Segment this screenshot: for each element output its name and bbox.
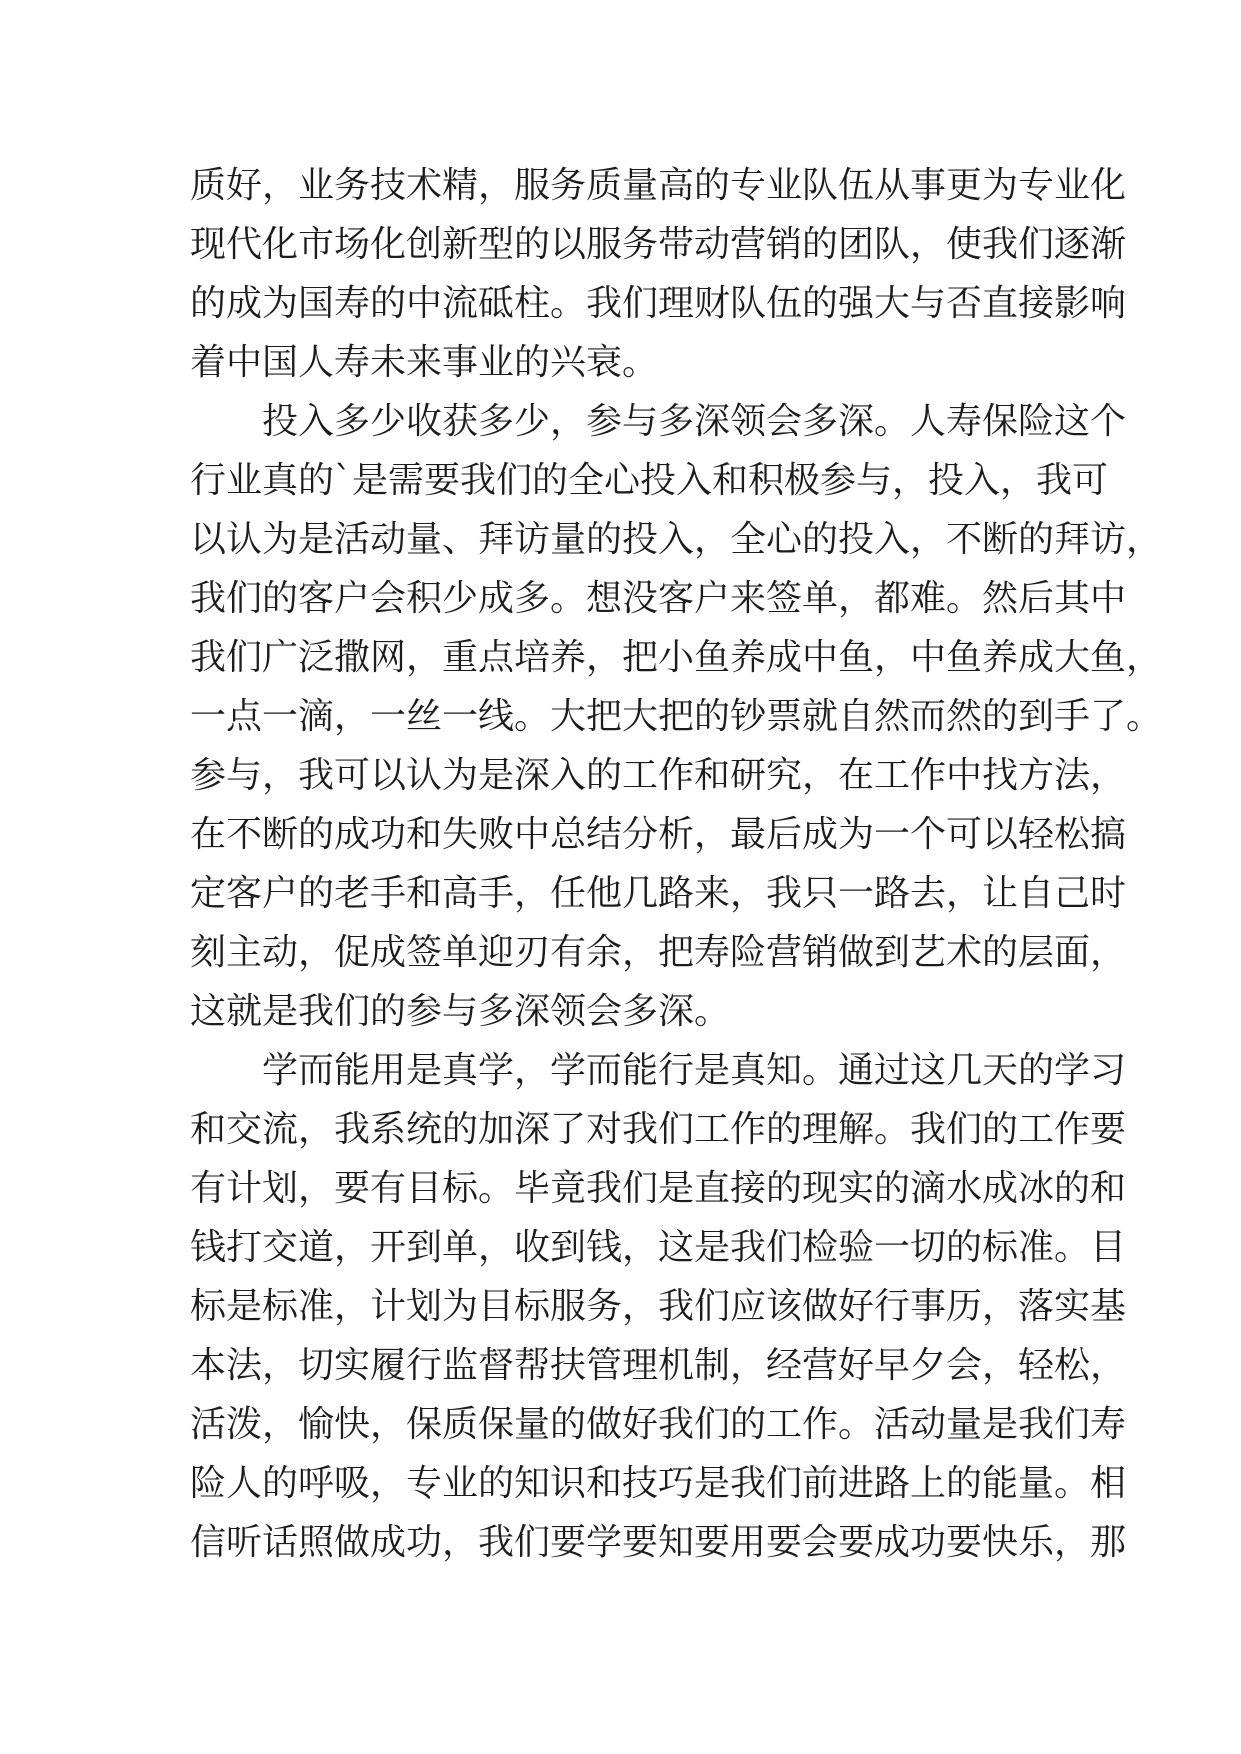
paragraph-2-line-10: 刻主动，促成签单迎刃有余，把寿险营销做到艺术的层面， [190,932,1127,973]
paragraph-3-line-2: 和交流，我系统的加深了对我们工作的理解。我们的工作要 [190,1109,1127,1150]
paragraph-2-line-9: 定客户的老手和高手，任他几路来，我只一路去，让自己时 [190,873,1127,914]
paragraph-3-line-1: 学而能用是真学，学而能行是真知。通过这几天的学习 [262,1050,1127,1091]
paragraph-3-line-3: 有计划，要有目标。毕竟我们是直接的现实的滴水成冰的和 [190,1168,1127,1209]
paragraph-3-line-7: 活泼，愉快，保质保量的做好我们的工作。活动量是我们寿 [190,1404,1127,1445]
paragraph-2-line-1: 投入多少收获多少，参与多深领会多深。人寿保险这个 [262,401,1127,442]
paragraph-2-line-7: 参与，我可以认为是深入的工作和研究，在工作中找方法， [190,755,1127,796]
paragraph-2-line-6: 一点一滴，一丝一线。大把大把的钞票就自然而然的到手了。 [190,696,1163,737]
paragraph-3-line-8: 险人的呼吸，专业的知识和技巧是我们前进路上的能量。相 [190,1463,1127,1504]
paragraph-1-line-1: 质好，业务技术精，服务质量高的专业队伍从事更为专业化 [190,165,1127,206]
paragraph-3-line-4: 钱打交道，开到单，收到钱，这是我们检验一切的标准。目 [190,1227,1127,1268]
document-body [190,156,1163,1572]
paragraph-1-line-2: 现代化市场化创新型的以服务带动营销的团队，使我们逐渐 [190,224,1127,265]
paragraph-2-line-2: 行业真的`是需要我们的全心投入和积极参与，投入，我可 [190,460,1109,501]
paragraph-2-line-8: 在不断的成功和失败中总结分析，最后成为一个可以轻松搞 [190,814,1127,855]
paragraph-1-line-4: 着中国人寿未来事业的兴衰。 [190,342,659,383]
paragraph-3-line-6: 本法，切实履行监督帮扶管理机制，经营好早夕会，轻松， [190,1345,1127,1386]
paragraph-2-line-4: 我们的客户会积少成多。想没客户来签单，都难。然后其中 [190,578,1127,619]
paragraph-3-line-5: 标是标准，计划为目标服务，我们应该做好行事历，落实基 [190,1286,1127,1327]
paragraph-2-line-3: 以认为是活动量、拜访量的投入，全心的投入，不断的拜访， [190,519,1163,560]
paragraph-2-line-5: 我们广泛撒网，重点培养，把小鱼养成中鱼，中鱼养成大鱼， [190,637,1163,678]
paragraph-3-line-9: 信听话照做成功，我们要学要知要用要会要成功要快乐，那 [190,1522,1127,1563]
paragraph-2-line-11: 这就是我们的参与多深领会多深。 [190,991,731,1032]
paragraph-1-line-3: 的成为国寿的中流砥柱。我们理财队伍的强大与否直接影响 [190,283,1127,324]
